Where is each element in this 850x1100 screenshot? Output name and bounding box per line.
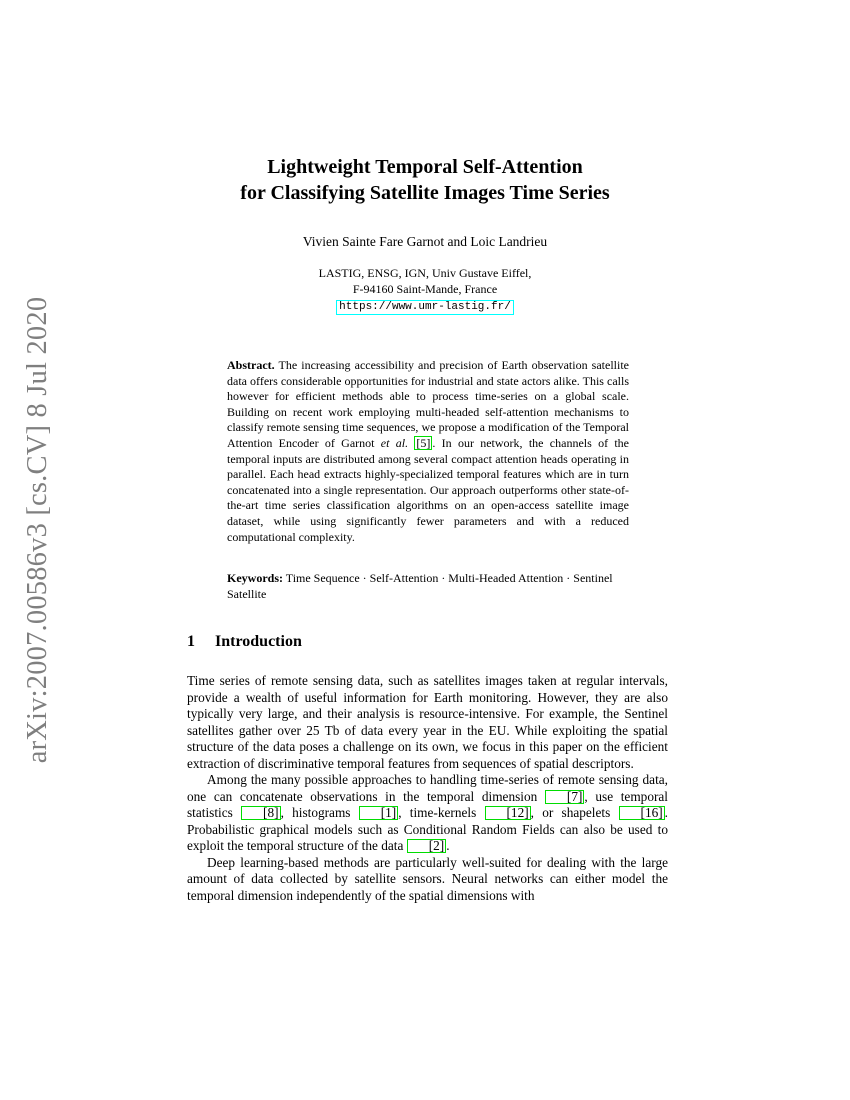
section-title: Introduction [215, 633, 302, 650]
p2-text-7: . [446, 838, 450, 853]
p2-text-1: Among the many possible approaches to handling time-series of remote sensing data, one can concatenate observations in the temporal dimension [187, 772, 668, 804]
keywords-label: Keywords: [227, 571, 283, 585]
abstract-text-b: . In our network, the channels of the temporal inputs are distributed among several compact attention heads operating in parallel. Each head extracts highly-specialized temporal features which are in turn concatenated into a single representation. Our approach outperforms other state-of-the-art time series classification algorithms on an open-access satellite image dataset, while using significantly fewer parameters and with a reduced computational complexity. [227, 435, 630, 544]
title-line-1: Lightweight Temporal Self-Attention [267, 156, 583, 178]
section-number: 1 [187, 633, 195, 650]
p2-text-3: , histograms [280, 805, 359, 820]
paper-title [0, 154, 850, 206]
citation-link-1[interactable]: [1] [359, 806, 399, 820]
citation-link-7[interactable]: [7] [545, 790, 585, 804]
p2-text-5: , or shapelets [530, 805, 619, 820]
keywords-text: Time Sequence · Self-Attention · Multi-Headed Attention · Sentinel Satellite [227, 571, 613, 601]
authors: Vivien Sainte Fare Garnot and Loic Landrieu [302, 234, 548, 249]
arxiv-identifier: arXiv:2007.00586v3 [cs.CV] 8 Jul 2020 [22, 296, 53, 764]
citation-link-8[interactable]: [8] [241, 806, 281, 820]
citation-link-12[interactable]: [12] [485, 806, 531, 820]
paragraph-1: Time series of remote sensing data, such as satellites images taken at regular intervals, provide a wealth of useful information for Earth monitoring. However, they are also typically very large, and their analysis is resource-intensive. For example, the Sentinel satellites gather over 25 Tb of data every year in the EU. While exploiting the spatial structure of the data poses a challenge on its own, we focus in this paper on the efficient extraction of discriminative temporal features from sequences of spatial descriptors. [187, 673, 668, 771]
citation-link-2[interactable]: [2] [407, 839, 447, 853]
keywords [227, 571, 629, 602]
citation-link-16[interactable]: [16] [619, 806, 665, 820]
paragraph-2 [187, 772, 668, 855]
affiliation-line-2: F-94160 Saint-Mande, France [352, 282, 498, 296]
p2-text-6: . Probabilistic graphical models such as Conditional Random Fields can also be used to exploit the temporal structure of the data [187, 805, 668, 853]
paragraph-3: Deep learning-based methods are particularly well-suited for dealing with the large amount of data collected by satellite sensors. Neural networks can either model the temporal dimension independently of the spatial dimensions with [187, 854, 668, 903]
section-heading [187, 633, 302, 651]
affiliation [0, 265, 850, 315]
abstract-label: Abstract. [227, 358, 275, 372]
abstract-etal: et al. [380, 435, 409, 450]
affiliation-url-link[interactable]: https://www.umr-lastig.fr/ [336, 300, 514, 315]
affiliation-line-1: LASTIG, ENSG, IGN, Univ Gustave Eiffel, [318, 266, 532, 280]
p2-text-2: , use temporal statistics [187, 788, 668, 820]
title-line-2: for Classifying Satellite Images Time Series [240, 182, 610, 204]
body-text [187, 673, 668, 904]
abstract [227, 358, 629, 545]
abstract-text-a: The increasing accessibility and precision of Earth observation satellite data offers considerable opportunities for industrial and state actors alike. This calls however for efficient methods able to process time-series on a global scale. Building on recent work employing multi-headed self-attention mechanisms to classify remote sensing time sequences, we propose a modification of the Temporal Attention Encoder of Garnot [227, 358, 629, 450]
citation-link-5[interactable]: [5] [416, 435, 431, 450]
p2-text-4: , time-kernels [398, 805, 485, 820]
